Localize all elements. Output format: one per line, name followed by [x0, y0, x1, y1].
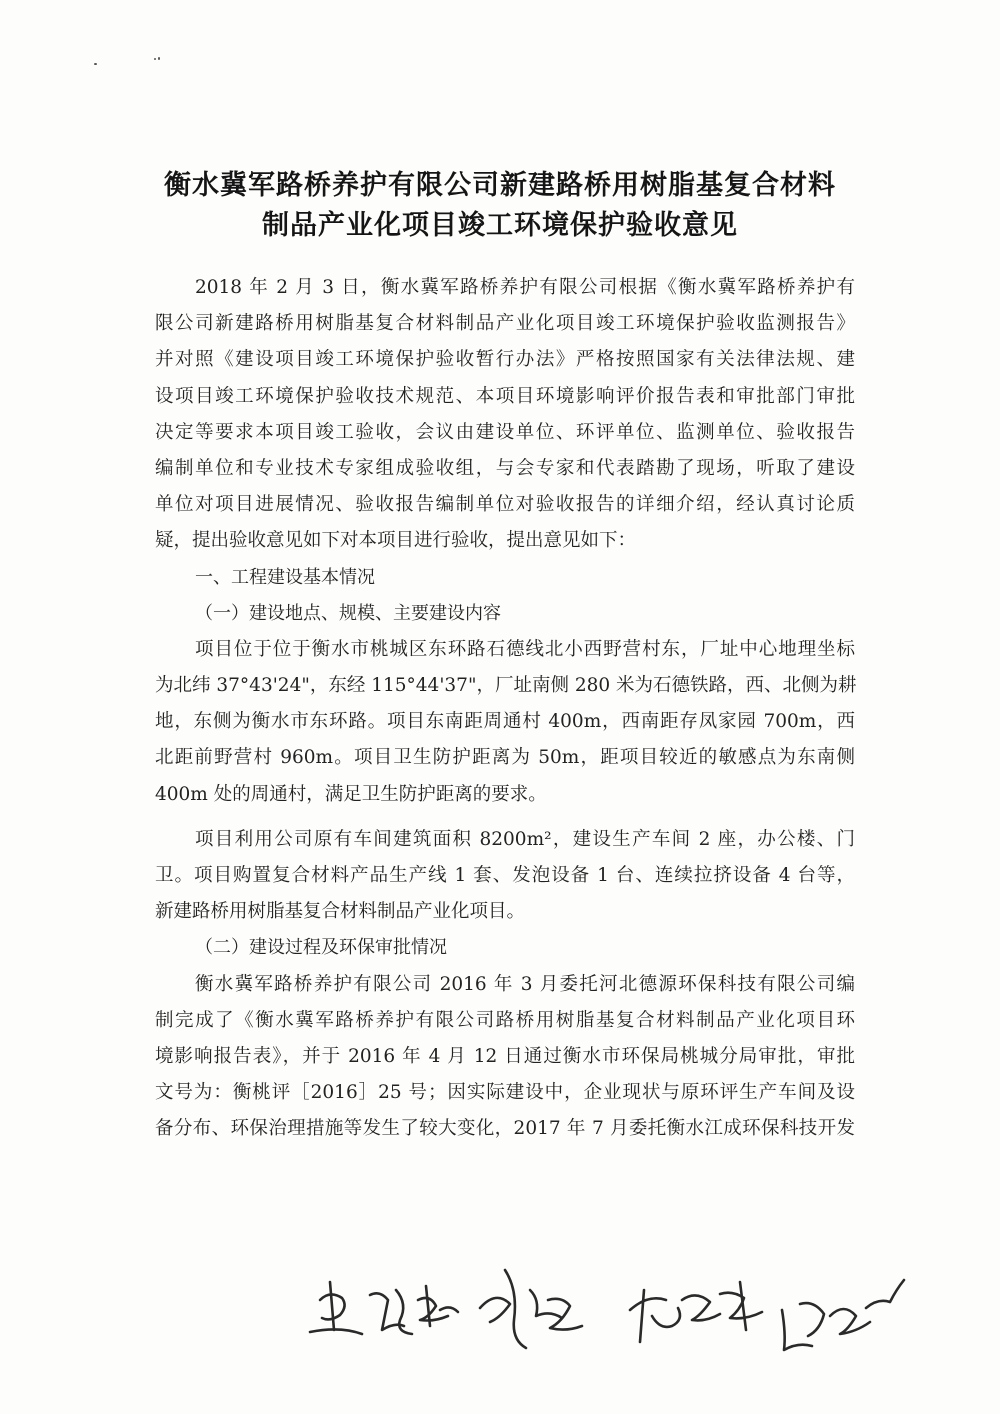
paragraph-line: 北距前野营村 960m。项目卫生防护距离为 50m，距项目较近的敏感点为东南侧	[155, 747, 855, 769]
paragraph-line: 新建路桥用树脂基复合材料制品产业化项目。	[155, 901, 526, 923]
document-body	[155, 270, 855, 1148]
handwritten-signatures	[300, 1260, 920, 1400]
paragraph-line: 文号为：衡桃评［2016］25 号；因实际建设中，企业现状与原环评生产车间及设	[155, 1082, 855, 1104]
document-title-line-2: 制品产业化项目竣工环境保护验收意见	[262, 210, 738, 241]
document-title-line-1: 衡水冀军路桥养护有限公司新建路桥用树脂基复合材料	[164, 170, 836, 201]
scan-speck	[94, 63, 97, 65]
paragraph-line: 设项目竣工环境保护验收技术规范、本项目环境影响评价报告表和审批部门审批	[155, 385, 855, 407]
paragraph-line: 限公司新建路桥用树脂基复合材料制品产业化项目竣工环境保护验收监测报告》	[155, 313, 855, 335]
subsection-heading: （一）建设地点、规模、主要建设内容	[195, 602, 501, 624]
paragraph-line: 制完成了《衡水冀军路桥养护有限公司路桥用树脂基复合材料制品产业化项目环	[155, 1009, 855, 1031]
subsection-heading: （二）建设过程及环保审批情况	[195, 937, 447, 959]
paragraph-line: 卫。项目购置复合材料产品生产线 1 套、发泡设备 1 台、连续拉挤设备 4 台等，	[155, 865, 855, 886]
section-heading: 一、工程建设基本情况	[195, 566, 375, 588]
paragraph-line: 备分布、环保治理措施等发生了较大变化，2017 年 7 月委托衡水江成环保科技开发	[155, 1118, 855, 1140]
paragraph-line: 项目位于位于衡水市桃城区东环路石德线北小西野营村东，厂址中心地理坐标	[195, 638, 855, 660]
paragraph-line: 决定等要求本项目竣工验收，会议由建设单位、环评单位、监测单位、验收报告	[155, 421, 855, 443]
scan-speck	[158, 57, 160, 60]
paragraph-line: 地，东侧为衡水市东环路。项目东南距周通村 400m，西南距存凤家园 700m，西	[155, 711, 855, 733]
paragraph-line: 疑，提出验收意见如下对本项目进行验收，提出意见如下：	[155, 530, 637, 552]
paragraph-line: 项目利用公司原有车间建筑面积 8200m²，建设生产车间 2 座，办公楼、门	[195, 828, 855, 850]
paragraph-line: 编制单位和专业技术专家组成验收组，与会专家和代表踏勘了现场，听取了建设	[155, 457, 855, 479]
paragraph-line: 为北纬 37°43'24"，东经 115°44'37"，厂址南侧 280 米为石德铁路，西、北侧为耕	[155, 675, 857, 697]
paragraph-line: 400m 处的周通村，满足卫生防护距离的要求。	[155, 783, 547, 805]
signature-strokes	[300, 1260, 920, 1400]
paragraph-line: 并对照《建设项目竣工环境保护验收暂行办法》严格按照国家有关法律法规、建	[155, 349, 855, 371]
paragraph-line: 衡水冀军路桥养护有限公司 2016 年 3 月委托河北德源环保科技有限公司编	[195, 973, 855, 995]
paragraph-line: 单位对项目进展情况、验收报告编制单位对验收报告的详细介绍，经认真讨论质	[155, 494, 855, 516]
scan-speck	[154, 58, 156, 60]
paragraph-line: 2018 年 2 月 3 日，衡水冀军路桥养护有限公司根据《衡水冀军路桥养护有	[195, 277, 855, 298]
paragraph-line: 境影响报告表》，并于 2016 年 4 月 12 日通过衡水市环保局桃城分局审批，审批	[155, 1045, 855, 1067]
